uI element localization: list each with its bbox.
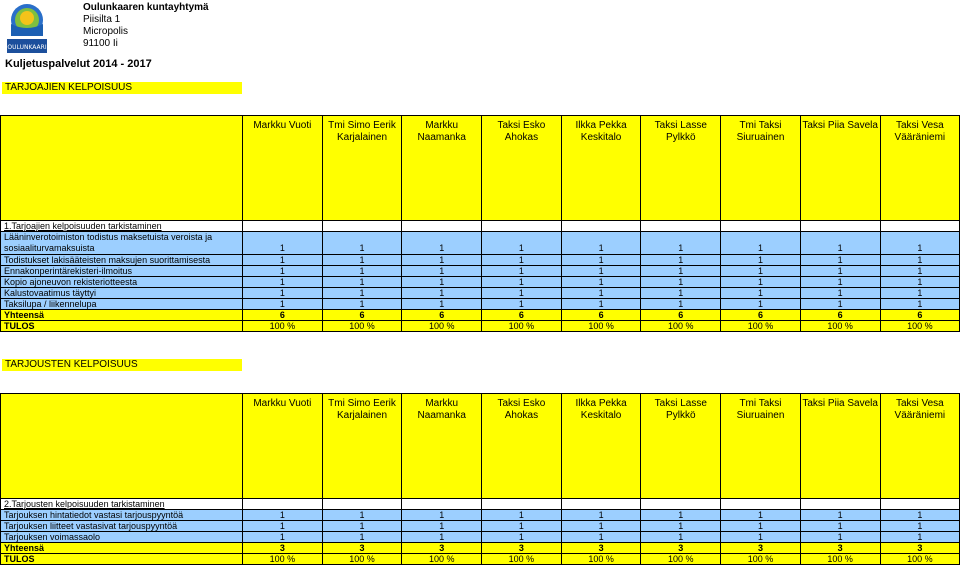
cell-value: 1 bbox=[482, 532, 562, 543]
cell-value: 1 bbox=[721, 299, 801, 310]
provider-header: Markku Naamanka bbox=[402, 394, 482, 499]
header-corner-cell bbox=[1, 116, 243, 221]
cell-value: 1 bbox=[881, 288, 960, 299]
cell-value: 1 bbox=[243, 299, 323, 310]
provider-header-row bbox=[1, 394, 960, 499]
table-row bbox=[1, 277, 960, 288]
total-value: 6 bbox=[402, 310, 482, 321]
cell-value: 1 bbox=[641, 288, 721, 299]
cell-value: 1 bbox=[641, 255, 721, 266]
result-value: 100 % bbox=[881, 321, 960, 332]
section2-label: TARJOUSTEN KELPOISUUS bbox=[2, 359, 242, 371]
provider-header: Markku Naamanka bbox=[402, 116, 482, 221]
total-value: 3 bbox=[562, 543, 642, 554]
cell-value: 1 bbox=[323, 532, 403, 543]
total-value: 6 bbox=[801, 310, 881, 321]
cell-value: 1 bbox=[482, 266, 562, 277]
logo-emblem-icon bbox=[4, 2, 50, 54]
cell-value: 1 bbox=[562, 255, 642, 266]
cell-value: 1 bbox=[402, 521, 482, 532]
cell-value: 1 bbox=[323, 299, 403, 310]
cell-value: 1 bbox=[801, 232, 881, 255]
cell-value: 1 bbox=[721, 521, 801, 532]
result-row bbox=[1, 554, 960, 565]
cell-value: 1 bbox=[881, 266, 960, 277]
total-value: 6 bbox=[243, 310, 323, 321]
total-value: 3 bbox=[482, 543, 562, 554]
document-subtitle: Kuljetuspalvelut 2014 - 2017 bbox=[5, 58, 152, 70]
row-label: Tarjouksen hintatiedot vastasi tarjouspyyntöä bbox=[1, 510, 243, 521]
section2-table bbox=[0, 393, 960, 565]
total-value: 3 bbox=[801, 543, 881, 554]
provider-header: Ilkka Pekka Keskitalo bbox=[562, 394, 642, 499]
total-value: 3 bbox=[881, 543, 960, 554]
cell-value: 1 bbox=[881, 255, 960, 266]
org-address-line: 91100 Ii bbox=[83, 38, 118, 49]
cell-value: 1 bbox=[801, 288, 881, 299]
table-row bbox=[1, 521, 960, 532]
row-label: Taksilupa / liikennelupa bbox=[1, 299, 243, 310]
total-value: 3 bbox=[243, 543, 323, 554]
result-row bbox=[1, 321, 960, 332]
total-value: 3 bbox=[721, 543, 801, 554]
total-value: 6 bbox=[881, 310, 960, 321]
provider-header: Ilkka Pekka Keskitalo bbox=[562, 116, 642, 221]
result-value: 100 % bbox=[402, 321, 482, 332]
table-row bbox=[1, 232, 960, 255]
total-label: Yhteensä bbox=[1, 310, 243, 321]
cell-value: 1 bbox=[562, 288, 642, 299]
cell-value: 1 bbox=[323, 277, 403, 288]
total-value: 6 bbox=[323, 310, 403, 321]
cell-value: 1 bbox=[402, 288, 482, 299]
cell-value: 1 bbox=[721, 510, 801, 521]
cell-value: 1 bbox=[323, 232, 403, 255]
cell-value: 1 bbox=[562, 521, 642, 532]
result-value: 100 % bbox=[641, 321, 721, 332]
cell-value: 1 bbox=[721, 266, 801, 277]
cell-value: 1 bbox=[881, 521, 960, 532]
provider-header: Taksi Piia Savela bbox=[801, 116, 881, 221]
cell-value: 1 bbox=[243, 255, 323, 266]
table-row bbox=[1, 266, 960, 277]
total-value: 6 bbox=[721, 310, 801, 321]
cell-value: 1 bbox=[323, 255, 403, 266]
section-heading-row bbox=[1, 499, 960, 510]
cell-value: 1 bbox=[562, 510, 642, 521]
cell-value: 1 bbox=[881, 232, 960, 255]
result-value: 100 % bbox=[801, 321, 881, 332]
cell-value: 1 bbox=[562, 277, 642, 288]
provider-header-row bbox=[1, 116, 960, 221]
organization-address bbox=[83, 2, 209, 50]
cell-value: 1 bbox=[562, 266, 642, 277]
row-label: Ennakonperintärekisteri-ilmoitus bbox=[1, 266, 243, 277]
cell-value: 1 bbox=[801, 255, 881, 266]
cell-value: 1 bbox=[721, 277, 801, 288]
provider-header: Taksi Piia Savela bbox=[801, 394, 881, 499]
provider-header: Taksi Lasse Pylkkö bbox=[641, 116, 721, 221]
row-label: Tarjouksen voimassaolo bbox=[1, 532, 243, 543]
result-value: 100 % bbox=[801, 554, 881, 565]
cell-value: 1 bbox=[482, 521, 562, 532]
provider-header: Markku Vuoti bbox=[243, 394, 323, 499]
oulunkaari-logo bbox=[4, 2, 50, 54]
result-label: TULOS bbox=[1, 554, 243, 565]
table-row bbox=[1, 299, 960, 310]
cell-value: 1 bbox=[482, 277, 562, 288]
cell-value: 1 bbox=[641, 277, 721, 288]
provider-header: Taksi Vesa Vääräniemi bbox=[881, 394, 960, 499]
row-label: Kalustovaatimus täyttyi bbox=[1, 288, 243, 299]
provider-header: Tmi Taksi Siuruainen bbox=[721, 116, 801, 221]
row-label: Lääninverotoimiston todistus maksetuista veroista ja sosiaaliturvamaksuista bbox=[1, 232, 243, 255]
total-value: 6 bbox=[482, 310, 562, 321]
result-value: 100 % bbox=[482, 554, 562, 565]
cell-value: 1 bbox=[562, 232, 642, 255]
provider-header: Markku Vuoti bbox=[243, 116, 323, 221]
org-name: Oulunkaaren kuntayhtymä bbox=[83, 2, 209, 13]
cell-value: 1 bbox=[402, 532, 482, 543]
total-value: 6 bbox=[562, 310, 642, 321]
cell-value: 1 bbox=[482, 255, 562, 266]
section-heading-row bbox=[1, 221, 960, 232]
provider-header: Taksi Lasse Pylkkö bbox=[641, 394, 721, 499]
cell-value: 1 bbox=[243, 288, 323, 299]
cell-value: 1 bbox=[801, 521, 881, 532]
cell-value: 1 bbox=[323, 288, 403, 299]
cell-value: 1 bbox=[243, 532, 323, 543]
cell-value: 1 bbox=[881, 510, 960, 521]
cell-value: 1 bbox=[721, 255, 801, 266]
provider-header: Taksi Esko Ahokas bbox=[482, 116, 562, 221]
result-value: 100 % bbox=[881, 554, 960, 565]
cell-value: 1 bbox=[641, 266, 721, 277]
result-value: 100 % bbox=[323, 321, 403, 332]
cell-value: 1 bbox=[402, 232, 482, 255]
cell-value: 1 bbox=[721, 532, 801, 543]
result-value: 100 % bbox=[402, 554, 482, 565]
total-value: 3 bbox=[641, 543, 721, 554]
row-label: Tarjouksen liitteet vastasivat tarjouspyyntöä bbox=[1, 521, 243, 532]
total-row bbox=[1, 310, 960, 321]
cell-value: 1 bbox=[562, 532, 642, 543]
cell-value: 1 bbox=[641, 510, 721, 521]
table-row bbox=[1, 532, 960, 543]
table-row bbox=[1, 255, 960, 266]
result-label: TULOS bbox=[1, 321, 243, 332]
cell-value: 1 bbox=[641, 521, 721, 532]
result-value: 100 % bbox=[243, 554, 323, 565]
cell-value: 1 bbox=[801, 510, 881, 521]
cell-value: 1 bbox=[243, 521, 323, 532]
cell-value: 1 bbox=[721, 288, 801, 299]
provider-header: Taksi Esko Ahokas bbox=[482, 394, 562, 499]
result-value: 100 % bbox=[323, 554, 403, 565]
table-row bbox=[1, 288, 960, 299]
section1-table bbox=[0, 115, 960, 332]
cell-value: 1 bbox=[323, 266, 403, 277]
result-value: 100 % bbox=[721, 321, 801, 332]
section2-heading: 2.Tarjousten kelpoisuuden tarkistaminen bbox=[1, 499, 243, 510]
result-value: 100 % bbox=[562, 554, 642, 565]
cell-value: 1 bbox=[482, 232, 562, 255]
cell-value: 1 bbox=[881, 277, 960, 288]
cell-value: 1 bbox=[641, 532, 721, 543]
cell-value: 1 bbox=[881, 532, 960, 543]
cell-value: 1 bbox=[801, 266, 881, 277]
result-value: 100 % bbox=[721, 554, 801, 565]
cell-value: 1 bbox=[881, 299, 960, 310]
provider-header: Taksi Vesa Vääräniemi bbox=[881, 116, 960, 221]
cell-value: 1 bbox=[562, 299, 642, 310]
cell-value: 1 bbox=[721, 232, 801, 255]
logo-wordmark: OULUNKAARI bbox=[7, 44, 47, 51]
row-label: Kopio ajoneuvon rekisteriotteesta bbox=[1, 277, 243, 288]
cell-value: 1 bbox=[323, 521, 403, 532]
org-address-line: Piisilta 1 bbox=[83, 14, 121, 25]
row-label: Todistukset lakisääteisten maksujen suorittamisesta bbox=[1, 255, 243, 266]
cell-value: 1 bbox=[243, 266, 323, 277]
cell-value: 1 bbox=[243, 232, 323, 255]
cell-value: 1 bbox=[323, 510, 403, 521]
cell-value: 1 bbox=[402, 510, 482, 521]
total-row bbox=[1, 543, 960, 554]
header-corner-cell bbox=[1, 394, 243, 499]
cell-value: 1 bbox=[482, 288, 562, 299]
result-value: 100 % bbox=[562, 321, 642, 332]
cell-value: 1 bbox=[482, 510, 562, 521]
provider-header: Tmi Simo Eerik Karjalainen bbox=[323, 394, 403, 499]
cell-value: 1 bbox=[801, 277, 881, 288]
cell-value: 1 bbox=[243, 510, 323, 521]
total-value: 3 bbox=[323, 543, 403, 554]
org-address-line: Micropolis bbox=[83, 26, 129, 37]
total-value: 6 bbox=[641, 310, 721, 321]
cell-value: 1 bbox=[402, 277, 482, 288]
cell-value: 1 bbox=[482, 299, 562, 310]
cell-value: 1 bbox=[402, 299, 482, 310]
cell-value: 1 bbox=[402, 266, 482, 277]
cell-value: 1 bbox=[243, 277, 323, 288]
section1-label: TARJOAJIEN KELPOISUUS bbox=[2, 82, 242, 94]
total-label: Yhteensä bbox=[1, 543, 243, 554]
cell-value: 1 bbox=[641, 299, 721, 310]
result-value: 100 % bbox=[243, 321, 323, 332]
table-row bbox=[1, 510, 960, 521]
total-value: 3 bbox=[402, 543, 482, 554]
cell-value: 1 bbox=[801, 299, 881, 310]
section1-heading: 1.Tarjoajien kelpoisuuden tarkistaminen bbox=[1, 221, 243, 232]
cell-value: 1 bbox=[641, 232, 721, 255]
result-value: 100 % bbox=[641, 554, 721, 565]
result-value: 100 % bbox=[482, 321, 562, 332]
provider-header: Tmi Taksi Siuruainen bbox=[721, 394, 801, 499]
provider-header: Tmi Simo Eerik Karjalainen bbox=[323, 116, 403, 221]
cell-value: 1 bbox=[402, 255, 482, 266]
cell-value: 1 bbox=[801, 532, 881, 543]
